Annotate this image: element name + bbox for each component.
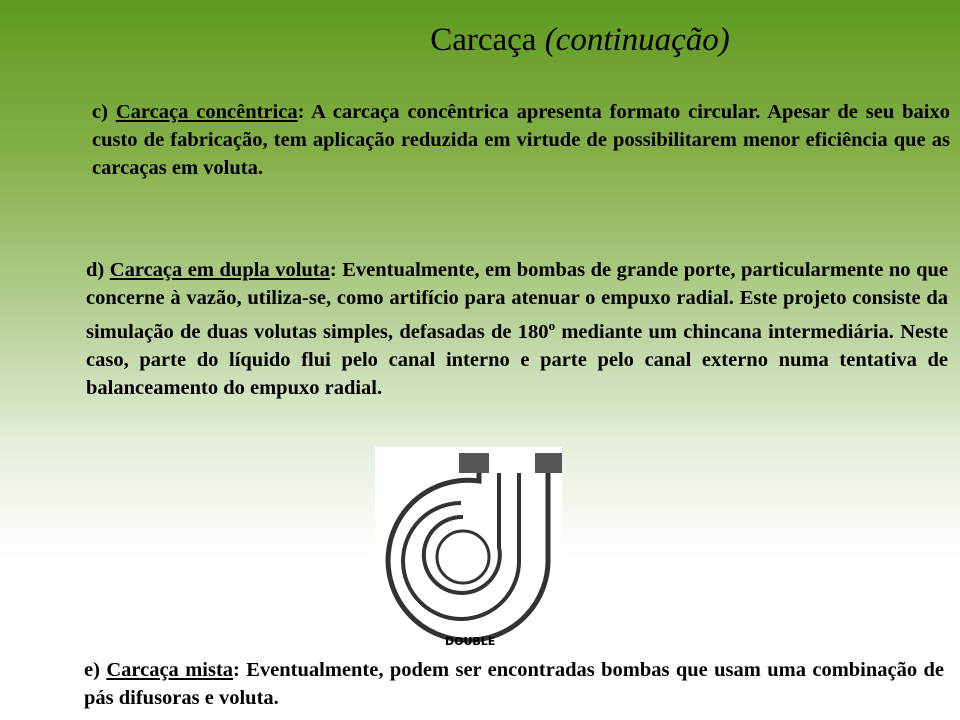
item-prefix: e) <box>84 659 100 681</box>
term-mixed-casing: Carcaça mista <box>106 659 234 681</box>
slide-title <box>0 22 960 59</box>
paragraph-mixed-casing <box>84 656 944 712</box>
term-double-volute-casing: Carcaça em dupla voluta <box>109 259 330 281</box>
nozzle-flange-right <box>535 453 562 473</box>
paragraph-text: : Eventualmente, em bombas de grande porte, particularmente no que concerne à vazão, utiliza-se, como artifício para atenuar o empuxo radial. Este projeto consiste da simulação de duas volutas simples, defasadas de 180 <box>86 259 949 343</box>
figure-label: DOUBLE <box>445 635 496 648</box>
paragraph-double-volute-casing <box>86 256 948 402</box>
item-prefix: c) <box>92 101 108 123</box>
item-prefix: d) <box>86 259 105 281</box>
paragraph-text: : A carcaça concêntrica apresenta formato circular. Apesar de seu baixo custo de fabricação, tem aplicação reduzida em virtude de possibilitarem menor eficiência que as carcaças em voluta. <box>92 101 951 179</box>
slide-title-main: Carcaça <box>430 22 537 58</box>
double-volute-drawing <box>375 447 562 654</box>
paragraph-concentric-casing <box>92 98 950 182</box>
term-concentric-casing: Carcaça concêntrica <box>115 101 298 123</box>
degree-sign: o <box>548 318 556 333</box>
double-volute-diagram <box>375 447 562 654</box>
impeller-circle <box>437 531 489 583</box>
nozzle-flange-left <box>459 453 489 473</box>
paragraph-text-continued: mediante um chincana intermediária. Neste caso, parte do líquido flui pelo canal interno e parte pelo canal externo numa tentativa de balanceamento do empuxo radial. <box>86 320 948 399</box>
slide-title-sub: (continuação) <box>544 22 730 58</box>
paragraph-text: : Eventualmente, podem ser encontradas bombas que usam uma combinação de pás difusoras e voluta. <box>84 659 944 709</box>
